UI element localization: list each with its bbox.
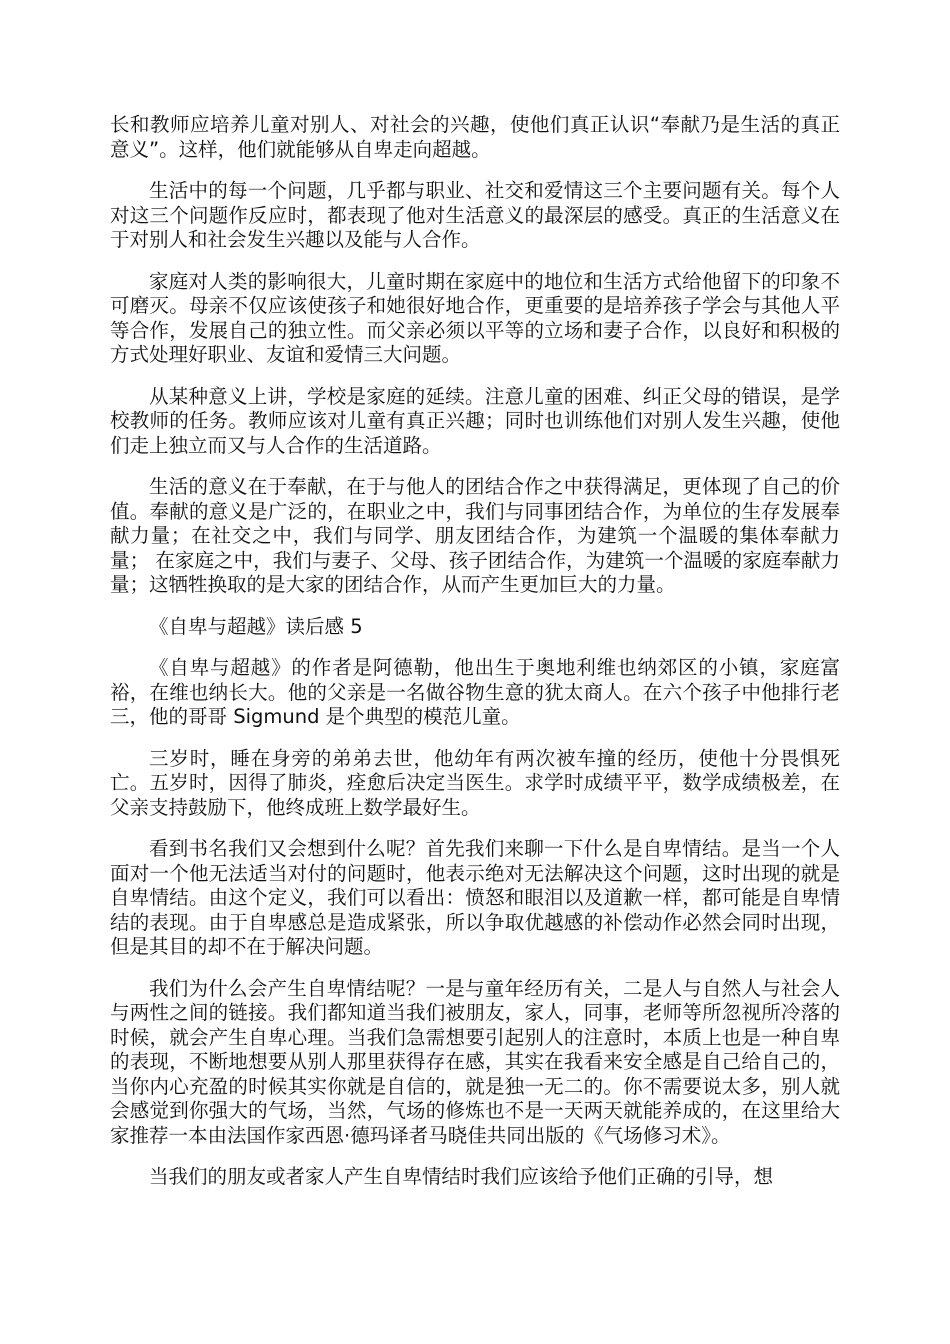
paragraph-3: 家庭对人类的影响很大，儿童时期在家庭中的地位和生活方式给他留下的印象不可磨灭。母亲不仅应该使孩子和她很好地合作，更重要的是培养孩子学会与其他人平等合作，发展自己的独立性。而父亲必须以平等的立场和妻子合作，以良好和积极的方式处理好职业、友谊和爱情三大问题。 — [110, 269, 840, 366]
paragraph-7: 三岁时，睡在身旁的弟弟去世，他幼年有两次被车撞的经历，使他十分畏惧死亡。五岁时，因得了肺炎，痊愈后决定当医生。求学时成绩平平，数学成绩极差，在父亲支持鼓励下，他终成班上数学最好生。 — [110, 746, 840, 819]
paragraph-2: 生活中的每一个问题，几乎都与职业、社交和爱情这三个主要问题有关。每个人对这三个问题作反应时，都表现了他对生活意义的最深层的感受。真正的生活意义在于对别人和社会发生兴趣以及能与人合作。 — [110, 179, 840, 251]
paragraph-6: 《自卑与超越》的作者是阿德勒，他出生于奥地利维也纳郊区的小镇，家庭富裕，在维也纳长大。他的父亲是一名做谷物生意的犹太商人。在六个孩子中他排行老三，他的哥哥 Sigmund 是个典型的模范儿童。 — [110, 656, 840, 728]
paragraph-9: 我们为什么会产生自卑情结呢？一是与童年经历有关，二是人与自然人与社会人与两性之间的链接。我们都知道当我们被朋友，家人，同事，老师等所忽视所冷落的时候，就会产生自卑心理。当我们急需想要引起别人的注意时，本质上也是一种自卑的表现，不断地想要从别人那里获得存在感，其实在我看来安全感是自己给自己的，当你内心充盈的时候其实你就是自信的，就是独一无二的。你不需要说太多，别人就会感觉到你强大的气场，当然，气场的修炼也不是一天两天就能养成的，在这里给大家推荐一本由法国作家西恩·德玛译者马晓佳共同出版的《气场修习术》。 — [110, 976, 840, 1147]
paragraph-1: 长和教师应培养儿童对别人、对社会的兴趣，使他们真正认识“奉献乃是生活的真正意义”。这样，他们就能够从自卑走向超越。 — [110, 113, 840, 161]
document-page — [110, 113, 840, 1207]
paragraph-4: 从某种意义上讲，学校是家庭的延续。注意儿童的困难、纠正父母的错误，是学校教师的任务。教师应该对儿童有真正兴趣；同时也训练他们对别人发生兴趣，使他们走上独立而又与人合作的生活道路。 — [110, 384, 840, 457]
paragraph-10: 当我们的朋友或者家人产生自卑情结时我们应该给予他们正确的引导，想 — [149, 1165, 774, 1188]
paragraph-8: 看到书名我们又会想到什么呢？首先我们来聊一下什么是自卑情结。是当一个人面对一个他无法适当对付的问题时，他表示绝对无法解决这个问题，这时出现的就是自卑情结。由这个定义，我们可以看出：愤怒和眼泪以及道歉一样，都可能是自卑情结的表现。由于自卑感总是造成紧张，所以争取优越感的补偿动作必然会同时出现，但是其目的却不在于解决问题。 — [110, 837, 840, 958]
paragraph-5: 生活的意义在于奉献，在于与他人的团结合作之中获得满足，更体现了自己的价值。奉献的意义是广泛的，在职业之中，我们与同事团结合作，为单位的生存发展奉献力量；在社交之中，我们与同学、朋友团结合作，为建筑一个温暖的集体奉献力量； 在家庭之中，我们与妻子、父母、孩子团结合作，为建筑一个温暖的家庭奉献力量；这牺牲换取的是大家的团结合作，从而产生更加巨大的力量。 — [110, 475, 840, 596]
section-title: 《自卑与超越》读后感 5 — [149, 614, 363, 638]
